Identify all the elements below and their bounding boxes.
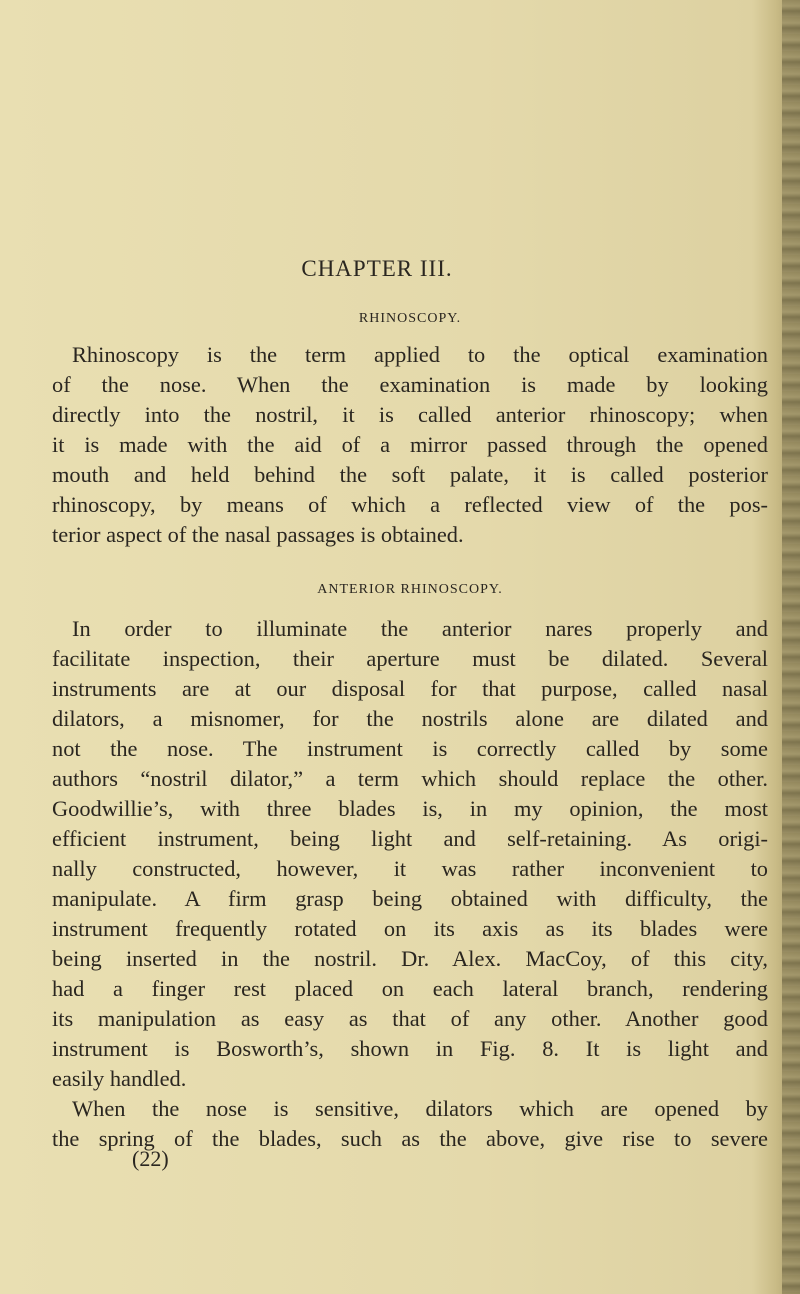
text-line: In order to illuminate the anterior nares properly and: [72, 616, 768, 641]
text-line: facilitate inspection, their aperture must be dilated. Several: [52, 646, 768, 671]
text-line: dilators, a misnomer, for the nostrils alone are dilated and: [52, 706, 768, 731]
text-line: being inserted in the nostril. Dr. Alex. MacCoy, of this city,: [52, 946, 768, 971]
text-line: nally constructed, however, it was rather inconvenient to: [52, 856, 768, 881]
text-line: it is made with the aid of a mirror passed through the opened: [52, 432, 768, 457]
text-line: rhinoscopy, by means of which a reflected view of the pos-: [52, 492, 768, 517]
chapter-title: CHAPTER III.: [301, 256, 453, 281]
text-line: instruments are at our disposal for that purpose, called nasal: [52, 676, 768, 701]
text-line: instrument is Bosworth’s, shown in Fig. 8. It is light and: [52, 1036, 768, 1061]
text-line: easily handled.: [52, 1066, 187, 1091]
section-heading-anterior-rhinoscopy: ANTERIOR RHINOSCOPY.: [317, 582, 503, 597]
text-line: efficient instrument, being light and self-retaining. As origi-: [52, 826, 768, 851]
page-number: (22): [132, 1146, 169, 1171]
text-line: When the nose is sensitive, dilators which are opened by: [72, 1096, 768, 1121]
text-line: the spring of the blades, such as the above, give rise to severe: [52, 1126, 768, 1151]
text-line: of the nose. When the examination is made by looking: [52, 372, 768, 397]
text-line: instrument frequently rotated on its axis as its blades were: [52, 916, 768, 941]
page-binding-edge: [782, 0, 800, 1294]
section-heading-rhinoscopy: RHINOSCOPY.: [358, 311, 462, 326]
text-line: Rhinoscopy is the term applied to the optical examination: [72, 342, 768, 367]
text-line: authors “nostril dilator,” a term which should replace the other.: [52, 766, 768, 791]
text-line: Goodwillie’s, with three blades is, in my opinion, the most: [52, 796, 768, 821]
text-line: manipulate. A firm grasp being obtained with difficulty, the: [52, 886, 768, 911]
text-line: not the nose. The instrument is correctly called by some: [52, 736, 768, 761]
text-line: its manipulation as easy as that of any other. Another good: [52, 1006, 768, 1031]
text-line: directly into the nostril, it is called anterior rhinoscopy; when: [52, 402, 768, 427]
text-line: terior aspect of the nasal passages is obtained.: [52, 522, 464, 547]
text-line: mouth and held behind the soft palate, it is called posterior: [52, 462, 768, 487]
text-line: had a finger rest placed on each lateral branch, rendering: [52, 976, 768, 1001]
